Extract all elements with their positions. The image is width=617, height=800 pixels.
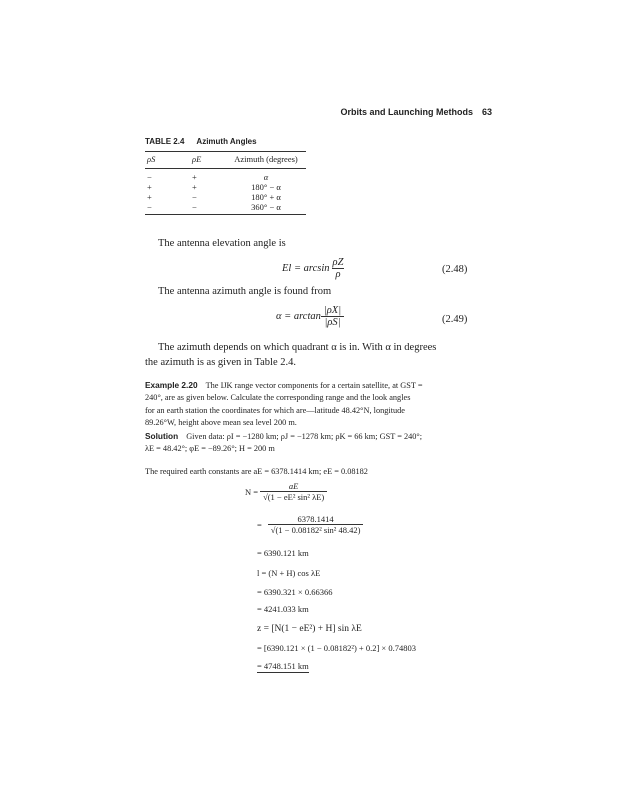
example-line: for an earth station the coordinates for which are—latitude 48.42°N, longitude: [145, 405, 405, 415]
running-title: Orbits and Launching Methods: [340, 107, 473, 117]
eq-2-49-numerator: |ρX|: [323, 305, 342, 316]
table-cell: +: [147, 192, 152, 202]
table-header-rule: [145, 168, 306, 169]
example-label: Example 2.20: [145, 380, 198, 390]
z-equation: z = [N(1 − eE²) + H] sin λE: [257, 624, 362, 634]
table-bottom-rule: [145, 214, 306, 215]
n-equals: =: [257, 519, 262, 530]
table-cell: −: [192, 192, 197, 202]
n-denominator: √(1 − eE² sin² λE): [260, 491, 327, 502]
n-sub-fraction: [268, 514, 364, 535]
example-line: 240°, are as given below. Calculate the corresponding range and the look angles: [145, 393, 411, 403]
solution-paragraph: [145, 430, 473, 456]
table-top-rule: [145, 151, 306, 152]
table-cell: −: [192, 202, 197, 212]
eq-2-49-number: (2.49): [442, 314, 468, 325]
solution-line: λE = 48.42°; φE = −89.26°; H = 200 m: [145, 444, 275, 454]
table-header-col-1: ρS: [147, 154, 156, 164]
z-result: = 4748.151 km: [257, 661, 309, 671]
n-sub-denominator: √(1 − 0.08182² sin² 48.42): [268, 524, 364, 535]
eq-2-48-denominator: ρ: [332, 268, 343, 280]
quadrant-paragraph-line-1: The azimuth depends on which quadrant α is in. With α in degrees: [158, 342, 437, 353]
n-lhs: N =: [245, 486, 259, 497]
table-caption: [145, 137, 269, 146]
solution-label: Solution: [145, 431, 179, 441]
eq-2-48-lhs: El = arcsin: [282, 263, 330, 274]
example-line: Example 2.20 The IJK range vector components for a certain satellite, at GST =: [145, 380, 423, 390]
azimuth-intro: The antenna azimuth angle is found from: [158, 286, 332, 297]
solution-line: Solution Given data: ρI = −1280 km; ρJ = −1278 km; ρK = 66 km; GST = 240°;: [145, 431, 423, 441]
eq-2-49-lhs: α = arctan: [276, 311, 321, 322]
equation-2-48: [282, 257, 346, 280]
example-paragraph: [145, 379, 473, 430]
table-title: Azimuth Angles: [196, 137, 257, 146]
equation-2-49: [276, 305, 344, 328]
example-line: 89.26°W, height above mean sea level 200 m.: [145, 418, 297, 428]
l-equation: l = (N + H) cos λE: [257, 568, 321, 578]
l-result: = 4241.033 km: [257, 604, 309, 614]
constants-line: The required earth constants are aE = 6378.1414 km; eE = 0.08182: [145, 467, 368, 476]
table-cell: 180° − α: [251, 182, 281, 192]
n-result: = 6390.121 km: [257, 548, 309, 558]
table-cell: 180° + α: [251, 192, 281, 202]
z-substitution: = [6390.121 × (1 − 0.08182²) + 0.2] × 0.74803: [257, 643, 416, 653]
n-fraction: [260, 481, 327, 502]
table-cell: +: [147, 182, 152, 192]
table-label: TABLE 2.4: [145, 137, 185, 146]
eq-2-48-numerator: ρZ: [332, 257, 344, 268]
eq-2-48-number: (2.48): [442, 264, 468, 275]
table-header-col-3: Azimuth (degrees): [234, 154, 298, 164]
table-cell: +: [192, 172, 197, 182]
table-cell: α: [263, 172, 269, 182]
quadrant-paragraph-line-2: the azimuth is as given in Table 2.4.: [145, 357, 296, 368]
l-substitution: = 6390.321 × 0.66366: [257, 587, 333, 597]
n-equation: [245, 481, 327, 502]
page-number: 63: [482, 107, 493, 117]
n-substitution: [257, 514, 363, 535]
eq-2-48-fraction: [330, 257, 347, 280]
eq-2-49-denominator: |ρS|: [321, 316, 343, 328]
n-numerator: aE: [288, 481, 299, 491]
elevation-intro: The antenna elevation angle is: [158, 238, 286, 249]
eq-2-49-fraction: [321, 305, 344, 328]
table-header-col-2: ρE: [192, 154, 202, 164]
table-cell: −: [147, 172, 152, 182]
table-cell: 360° − α: [251, 202, 281, 212]
table-cell: −: [147, 202, 152, 212]
table-cell: +: [192, 182, 197, 192]
n-sub-numerator: 6378.1414: [297, 514, 334, 524]
